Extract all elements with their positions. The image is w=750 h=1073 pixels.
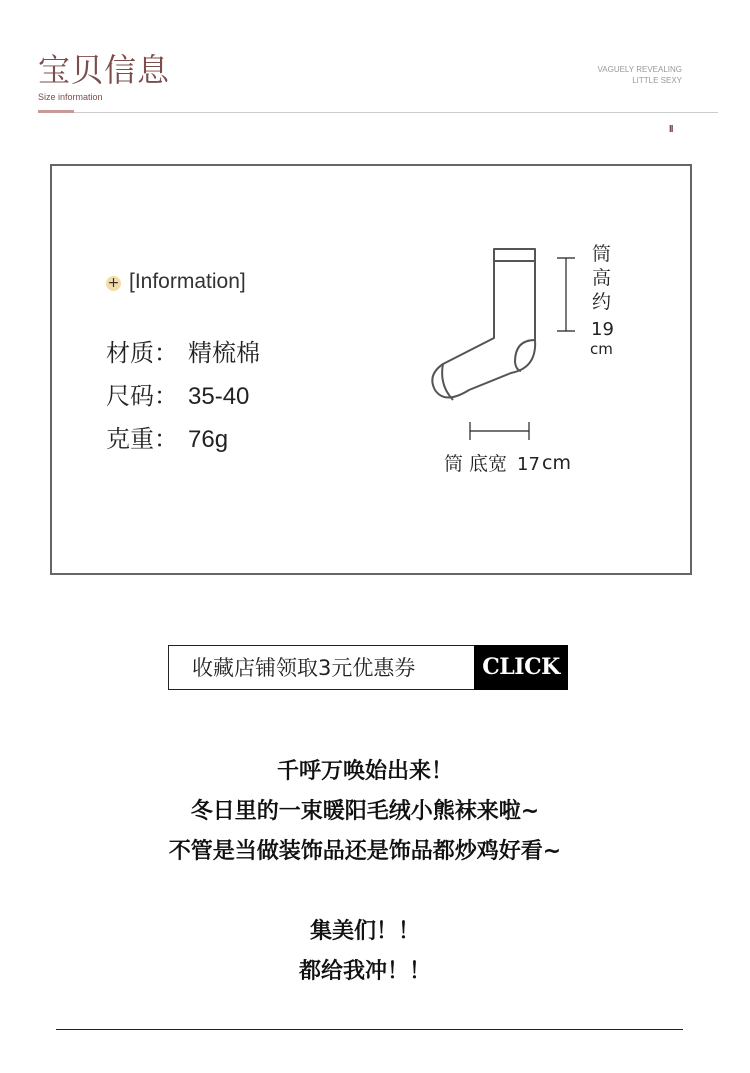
spec-row-material [106,338,260,369]
spec-row-size [106,381,249,412]
tagline-line-1: VAGUELY REVEALING [597,65,682,74]
title-accent-bar [38,110,74,113]
width-label: 筒 底宽 [444,453,508,475]
spec-label: 材质： [106,339,178,367]
info-heading: [Information] [129,270,246,293]
slogan-line-2: 冬日里的一束暖阳毛绒小熊袜来啦~ [190,799,540,824]
click-button[interactable]: CLICK [474,645,568,690]
width-dimension-line [470,422,529,440]
header-divider [38,112,718,113]
plus-icon: + [107,275,120,291]
slogan-line-3: 不管是当做装饰品还是饰品都炒鸡好看~ [168,839,562,864]
height-char-3: 约 [592,291,612,313]
tagline-line-2: LITTLE SEXY [632,76,682,85]
height-unit: cm [590,340,613,358]
width-unit: cm [542,452,571,474]
slogan-line-4: 集美们！！ [309,919,420,944]
sock-outline [432,249,535,400]
width-value: 17 [517,454,540,475]
pause-icon: II [669,124,673,135]
spec-value: 35-40 [188,383,250,410]
spec-label: 尺码： [106,382,178,410]
height-char-1: 筒 [592,243,612,265]
page-title: 宝贝信息 [38,51,171,89]
page-subtitle: Size information [38,92,103,102]
bottom-divider [56,1029,683,1030]
spec-value: 76g [188,426,229,453]
tagline [598,64,682,86]
height-value: 19 [591,319,614,340]
height-dimension-line [557,258,575,331]
height-char-2: 高 [592,267,612,289]
spec-label: 克重： [106,425,178,453]
spec-row-weight [106,424,228,455]
coupon-text[interactable]: 收藏店铺领取3元优惠券 [192,656,416,680]
slogan-line-1: 千呼万唤始出来！ [276,759,453,784]
sock-size-diagram [425,240,635,485]
spec-value: 精梳棉 [188,340,260,367]
slogan-line-5: 都给我冲！！ [298,959,431,984]
